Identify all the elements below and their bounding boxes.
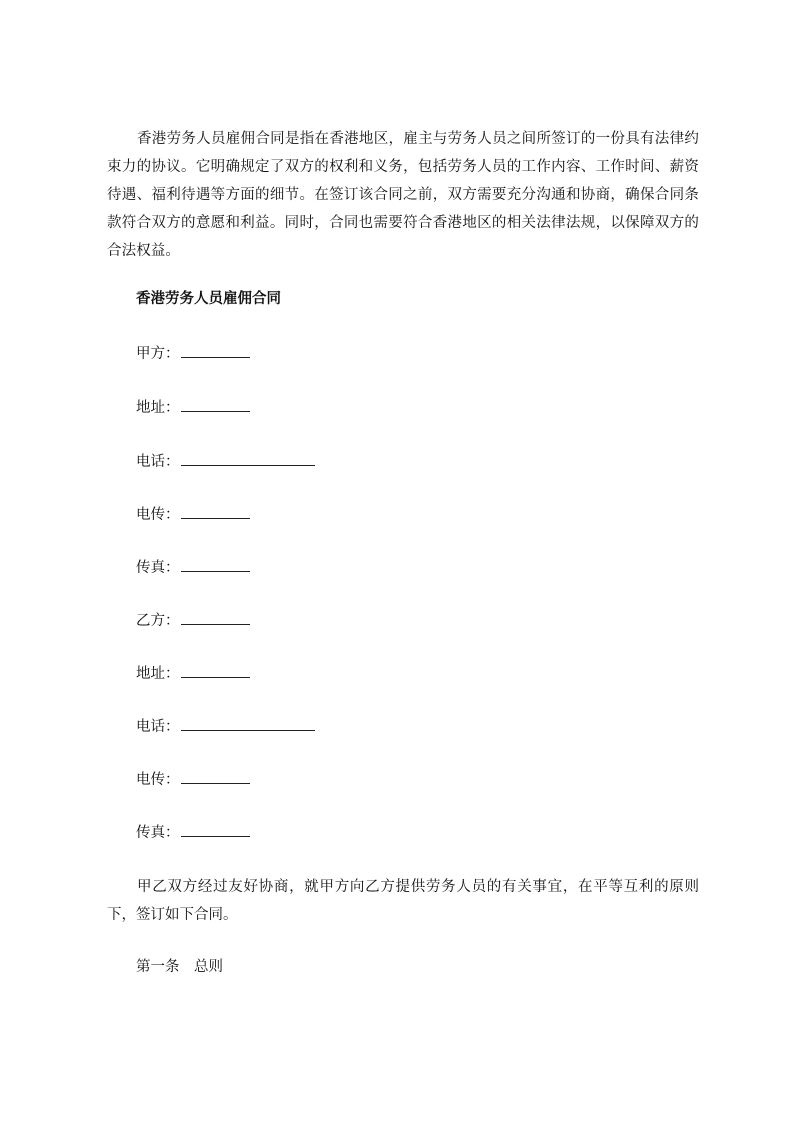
party-a-address-blank (181, 397, 250, 412)
party-a-label: 甲方： (136, 346, 180, 362)
party-b-fax-field (136, 821, 250, 845)
party-a-blank (181, 343, 250, 358)
party-b-address-blank (181, 663, 250, 678)
party-b-phone-blank (181, 716, 315, 731)
party-a-phone-blank (181, 451, 315, 466)
party-a-telex-field (136, 503, 250, 527)
party-b-phone-field (136, 715, 315, 739)
party-a-phone-label: 电话： (136, 454, 180, 470)
party-b-telex-blank (181, 769, 250, 784)
party-b-phone-label: 电话： (136, 719, 180, 735)
party-b-address-label: 地址： (136, 666, 180, 682)
party-a-phone-field (136, 450, 315, 474)
party-a-address-field (136, 396, 250, 420)
party-a-fax-field (136, 556, 250, 580)
party-a-field (136, 342, 250, 366)
party-a-telex-label: 电传： (136, 507, 180, 523)
party-a-address-label: 地址： (136, 400, 180, 416)
party-b-fax-blank (181, 822, 250, 837)
party-b-telex-field (136, 768, 250, 792)
party-b-label: 乙方： (136, 613, 180, 629)
party-a-telex-blank (181, 504, 250, 519)
party-b-address-field (136, 662, 250, 686)
party-b-telex-label: 电传： (136, 772, 180, 788)
article-heading: 第一条 总则 (136, 959, 223, 975)
party-a-fax-label: 传真： (136, 560, 180, 576)
intro-paragraph: 香港劳务人员雇佣合同是指在香港地区，雇主与劳务人员之间所签订的一份具有法律约束力的协议。它明确规定了双方的权利和义务，包括劳务人员的工作内容、工作时间、薪资待遇、福利待遇等方面的细节。在签订该合同之前，双方需要充分沟通和协商，确保合同条款符合双方的意愿和利益。同时，合同也需要符合香港地区的相关法律法规，以保障双方的合法权益。 (107, 131, 699, 259)
party-a-fax-blank (181, 557, 250, 572)
party-b-fax-label: 传真： (136, 825, 180, 841)
party-b-field (136, 609, 250, 633)
contract-title: 香港劳务人员雇佣合同 (136, 291, 281, 307)
closing-paragraph: 甲乙双方经过友好协商，就甲方向乙方提供劳务人员的有关事宜，在平等互利的原则下，签订如下合同。 (107, 879, 699, 923)
party-b-blank (181, 610, 250, 625)
